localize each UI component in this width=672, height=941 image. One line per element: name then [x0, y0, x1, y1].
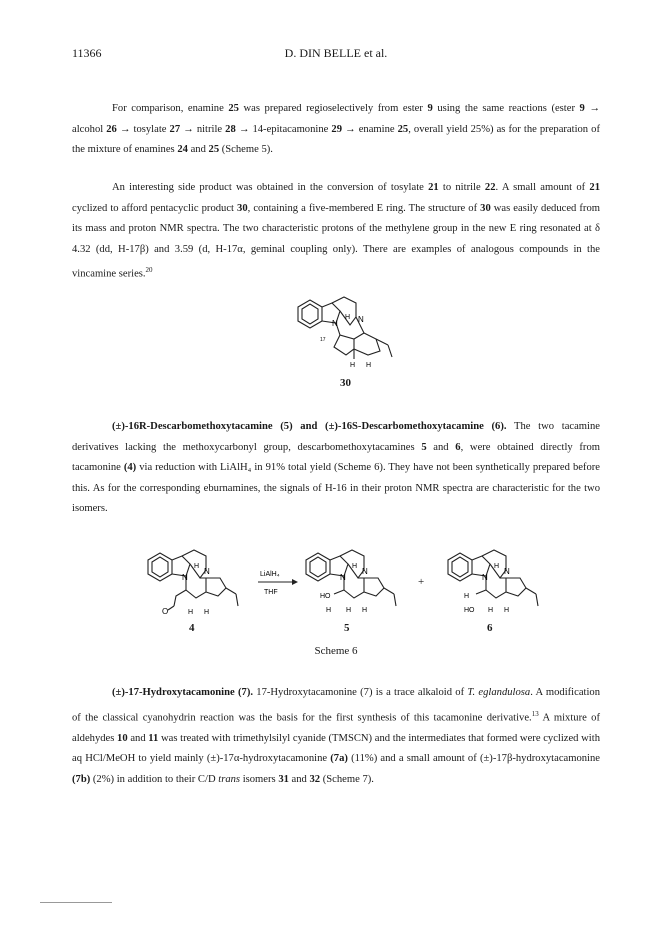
compound-label-6: 6 [487, 622, 493, 634]
atom-label: N [332, 319, 338, 328]
svg-text:HO: HO [320, 593, 331, 600]
svg-text:N: N [362, 567, 368, 576]
structure-5 [298, 548, 408, 620]
svg-text:O: O [162, 607, 169, 616]
structure-30 [280, 295, 410, 371]
scheme-caption: Scheme 6 [314, 645, 358, 657]
svg-text:H: H [352, 563, 358, 570]
atom-label: H [350, 362, 356, 369]
compound-label-4: 4 [189, 622, 195, 634]
paragraph-descarbomethoxytacamine: (±)-16R-Descarbomethoxytacamine (5) and (±)-16S-Descarbomethoxytacamine (6). The two tacamine derivatives lacking the methoxycarbonyl group, descarbomethoxytacamines 5 and 6, were obtained directly from tacamonine (4) via reduction with LiAlH₄ in 91% total yield (Scheme 6). They have not been synthetically prepared before this. As for the corresponding eburnamines, the signals of H-16 in their proton NMR spectra are characteristic for the two isomers. [72, 421, 600, 514]
compound-label-5: 5 [344, 622, 350, 634]
atom-label: N [358, 315, 364, 324]
svg-text:N: N [204, 567, 210, 576]
svg-text:H: H [194, 563, 200, 570]
reference-superscript: 13 [531, 709, 539, 718]
svg-text:N: N [182, 573, 188, 582]
svg-text:H: H [346, 607, 352, 614]
svg-text:H: H [188, 609, 194, 616]
paragraph-hydroxytacamonine: (±)-17-Hydroxytacamonine (7). 17-Hydroxytacamonine (7) is a trace alkaloid of T. eglandulosa. A modification of the classical cyanohydrin reaction was the basis for the first synthesis of this tacamonine derivative.$^{13}$ A mixture of aldehydes 10 and 11 was treated with trimethylsilyl cyanide (TMSCN) and the intermediates that formed were cyclized with aq HCl/MeOH to yield mainly (±)-17α-hydroxytacamonine (7a) (11%) and a small amount of (±)-17β-hydroxytacamonine (7b) (2%) in addition to their C/D trans isomers 31 and 32 (Scheme 7). [72, 687, 601, 785]
structure-6 [440, 548, 552, 620]
page-number: 11366 [72, 46, 102, 60]
svg-text:H: H [362, 607, 368, 614]
svg-text:H: H [204, 609, 210, 616]
structure-4 [140, 548, 250, 618]
svg-text:N: N [340, 573, 346, 582]
compound-label-30: 30 [340, 377, 351, 389]
reagent-label: LiAlH₄ [260, 571, 280, 578]
svg-text:N: N [504, 567, 510, 576]
svg-text:H: H [464, 593, 470, 600]
svg-text:H: H [494, 563, 500, 570]
footnote-rule [40, 902, 112, 903]
paragraph-enamine-comparison: For comparison, enamine 25 was prepared regioselectively from ester 9 using the same reactions (ester 9 → alcohol 26 → tosylate 27 → nitrile 28 → 14-epitacamonine 29 → enamine 25, overall yield 25%) as for the preparation of the mixture of enamines 24 and 25 (Scheme 5). [72, 103, 600, 155]
svg-text:H: H [488, 607, 494, 614]
svg-text:H: H [504, 607, 510, 614]
section-title: (±)-16R-Descarbomethoxytacamine (5) and (±)-16S-Descarbomethoxytacamine (6). [112, 421, 507, 432]
locant-label: 17 [320, 337, 326, 343]
solvent-label: THF [264, 589, 278, 596]
reference-superscript: 20 [145, 266, 153, 274]
svg-text:N: N [482, 573, 488, 582]
svg-text:H: H [326, 607, 332, 614]
atom-label: H [345, 314, 351, 321]
running-title: D. DIN BELLE et al. [284, 46, 388, 60]
plus-sign: + [418, 576, 425, 588]
atom-label: H [366, 362, 372, 369]
paragraph-side-product: An interesting side product was obtained in the conversion of tosylate 21 to nitrile 22. A small amount of 21 cyclized to afford pentacyclic product 30, containing a five-membered E ring. The structure of 30 was easily deduced from its mass and proton NMR spectra. The two characteristic protons of the methylene group in the new E ring resonated at δ 4.32 (dd, H-17β) and 3.59 (d, H-17α, geminal coupling only). There are examples of analogous compounds in the vincamine series.$^{20}$ [72, 182, 600, 280]
section-title: (±)-17-Hydroxytacamonine (7). [112, 687, 253, 698]
svg-text:HO: HO [464, 607, 475, 614]
reaction-arrow [254, 568, 298, 598]
